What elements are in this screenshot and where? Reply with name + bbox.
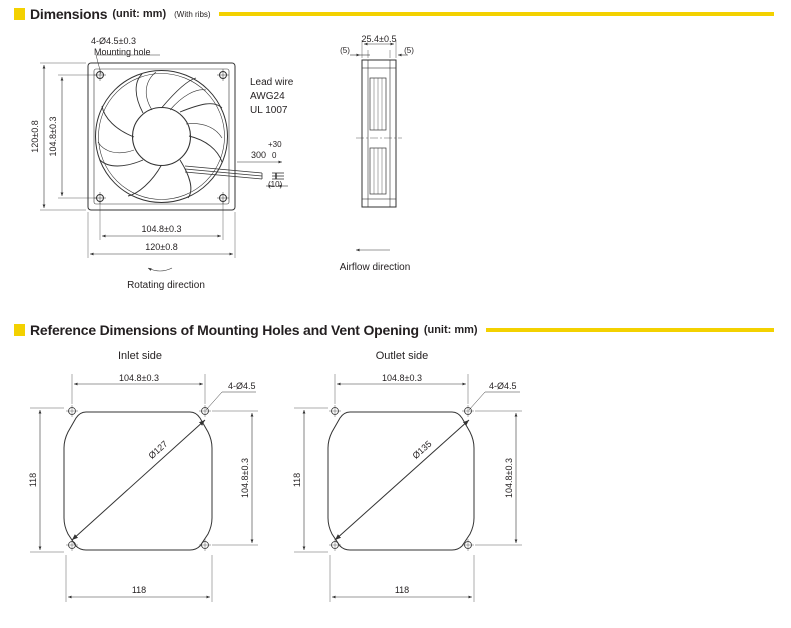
rib-left-label: (5) xyxy=(340,46,350,55)
section-unit: (unit: mm) xyxy=(112,8,167,20)
fan-depth-label: 25.4±0.5 xyxy=(361,34,397,44)
section-title: Dimensions xyxy=(30,6,108,22)
outlet-caption: Outlet side xyxy=(375,350,429,362)
inlet-mounting-holes xyxy=(66,405,211,551)
section-title: Reference Dimensions of Mounting Holes and Vent Opening xyxy=(30,322,419,338)
outer-width-label: 120±0.8 xyxy=(145,242,178,252)
lead-wire-gauge: AWG24 xyxy=(250,91,285,102)
rib-right-label: (5) xyxy=(404,46,414,55)
inlet-diameter-label: Ø127 xyxy=(146,438,170,461)
airflow-direction-label: Airflow direction xyxy=(339,262,411,273)
inlet-caption: Inlet side xyxy=(117,350,163,362)
lead-length: 300 xyxy=(251,150,267,160)
inlet-height-label: 118 xyxy=(28,472,38,488)
outlet-height-label: 118 xyxy=(292,472,302,488)
inlet-pitch-top-label: 104.8±0.3 xyxy=(119,373,159,383)
section-note: (With ribs) xyxy=(174,9,211,19)
pitch-horizontal-label: 104.8±0.3 xyxy=(141,224,182,234)
outlet-width-label: 118 xyxy=(394,585,410,595)
outlet-holes-label: 4-Ø4.5 xyxy=(489,381,517,391)
outlet-pitch-top-label: 104.8±0.3 xyxy=(382,373,422,383)
section-unit: (unit: mm) xyxy=(423,324,478,336)
inlet-holes-label: 4-Ø4.5 xyxy=(228,381,256,391)
outlet-pitch-right-label: 104.8±0.3 xyxy=(504,458,514,498)
inlet-pitch-right-label: 104.8±0.3 xyxy=(240,458,250,498)
lead-wire-label: Lead wire xyxy=(250,77,294,88)
lead-strip-length: (10) xyxy=(268,180,283,189)
outlet-side-view xyxy=(328,412,474,550)
fan-side-view xyxy=(356,60,402,207)
outlet-diameter-label: Ø135 xyxy=(410,438,434,461)
side-dimension-lines xyxy=(350,40,408,250)
mounting-hole-icon xyxy=(94,69,229,204)
lead-tolerance-zero: 0 xyxy=(272,151,277,160)
lead-wire-standard: UL 1007 xyxy=(250,105,288,116)
holes-callout: 4-Ø4.5±0.3 xyxy=(91,36,136,46)
outlet-mounting-holes xyxy=(329,405,474,551)
inlet-side-view xyxy=(64,412,212,550)
fan-blades xyxy=(98,72,222,198)
pitch-vertical-label: 104.8±0.3 xyxy=(48,116,58,157)
inlet-width-label: 118 xyxy=(131,585,147,595)
lead-tolerance-plus: +30 xyxy=(268,140,282,149)
outer-height-label: 120±0.8 xyxy=(30,120,40,153)
rotating-direction-label: Rotating direction xyxy=(127,280,205,291)
mounting-hole-label: Mounting hole xyxy=(94,47,151,57)
